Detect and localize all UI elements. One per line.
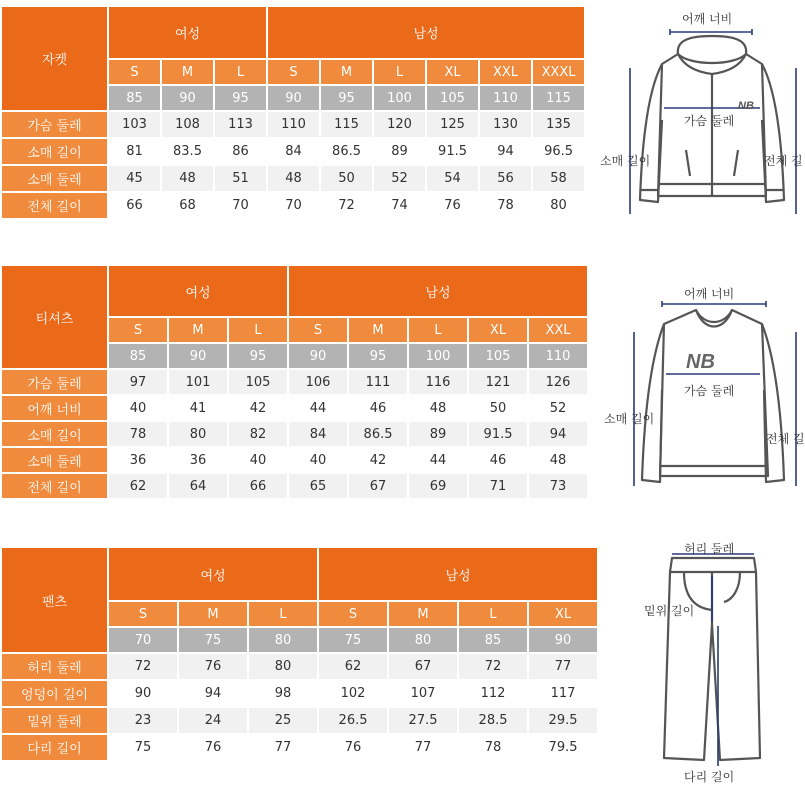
svg-text:NB: NB — [738, 100, 754, 112]
cell-value: 120 — [374, 112, 425, 137]
jacket-chest-label: 가슴 둘레 — [684, 114, 735, 128]
cell-value: 66 — [109, 193, 160, 218]
cell-value: 98 — [249, 681, 317, 706]
cell-value: 94 — [480, 139, 531, 164]
cell-value: 111 — [349, 370, 407, 394]
cell-value: 102 — [319, 681, 387, 706]
cell-value: 72 — [321, 193, 372, 218]
size-letter: M — [349, 318, 407, 342]
cell-value: 79.5 — [529, 735, 597, 760]
table-row — [2, 396, 587, 420]
cell-value: 103 — [109, 112, 160, 137]
size-letter: XXL — [529, 318, 587, 342]
cell-value: 54 — [427, 166, 478, 191]
cell-value: 96.5 — [533, 139, 584, 164]
row-label: 소매 길이 — [2, 139, 107, 164]
cell-value: 73 — [529, 474, 587, 498]
size-letter: S — [268, 60, 319, 84]
size-number: 80 — [389, 628, 457, 652]
row-label: 전체 길이 — [2, 474, 107, 498]
cell-value: 105 — [229, 370, 287, 394]
cell-value: 78 — [480, 193, 531, 218]
cell-value: 86.5 — [321, 139, 372, 164]
cell-value: 72 — [109, 654, 177, 679]
size-letter: M — [321, 60, 372, 84]
table-row — [2, 166, 584, 191]
cell-value: 91.5 — [469, 422, 527, 446]
cell-value: 91.5 — [427, 139, 478, 164]
size-number: 105 — [469, 344, 527, 368]
cell-value: 78 — [459, 735, 527, 760]
cell-value: 48 — [268, 166, 319, 191]
size-number: 115 — [533, 86, 584, 110]
cell-value: 80 — [169, 422, 227, 446]
row-label: 밑위 둘레 — [2, 708, 107, 733]
pants-size-table-block — [0, 546, 599, 762]
pants-illustration — [640, 538, 800, 800]
cell-value: 125 — [427, 112, 478, 137]
cell-value: 40 — [109, 396, 167, 420]
cell-value: 83.5 — [162, 139, 213, 164]
cell-value: 45 — [109, 166, 160, 191]
row-label: 어깨 너비 — [2, 396, 107, 420]
size-number: 110 — [480, 86, 531, 110]
cell-value: 126 — [529, 370, 587, 394]
jacket-shoulder-label: 어깨 너비 — [682, 12, 733, 26]
cell-value: 66 — [229, 474, 287, 498]
cell-value: 80 — [533, 193, 584, 218]
cell-value: 81 — [109, 139, 160, 164]
cell-value: 77 — [389, 735, 457, 760]
size-letter: S — [109, 60, 160, 84]
cell-value: 89 — [374, 139, 425, 164]
pants-leg-label: 다리 길이 — [684, 770, 735, 784]
cell-value: 48 — [409, 396, 467, 420]
size-number: 75 — [179, 628, 247, 652]
size-number: 90 — [289, 344, 347, 368]
cell-value: 121 — [469, 370, 527, 394]
cell-value: 42 — [349, 448, 407, 472]
size-number: 80 — [249, 628, 317, 652]
cell-value: 110 — [268, 112, 319, 137]
jacket-total-label: 전체 길 — [764, 154, 803, 168]
cell-value: 76 — [427, 193, 478, 218]
cell-value: 52 — [374, 166, 425, 191]
cell-value: 24 — [179, 708, 247, 733]
tshirt-category-label: 티셔츠 — [2, 266, 107, 368]
jacket-size-table — [0, 5, 586, 220]
cell-value: 56 — [480, 166, 531, 191]
size-letter: L — [215, 60, 266, 84]
cell-value: 84 — [289, 422, 347, 446]
size-letter: M — [389, 602, 457, 626]
tshirt-size-table-block — [0, 264, 589, 500]
size-number: 90 — [529, 628, 597, 652]
pants-waist-label: 허리 둘레 — [684, 542, 735, 556]
cell-value: 78 — [109, 422, 167, 446]
cell-value: 94 — [529, 422, 587, 446]
cell-value: 89 — [409, 422, 467, 446]
cell-value: 50 — [321, 166, 372, 191]
tshirt-sleeve-label: 소매 길이 — [604, 412, 655, 426]
cell-value: 76 — [319, 735, 387, 760]
cell-value: 28.5 — [459, 708, 527, 733]
pants-diagram — [640, 538, 800, 800]
jacket-women-header: 여성 — [109, 7, 266, 58]
size-letter: L — [409, 318, 467, 342]
cell-value: 77 — [249, 735, 317, 760]
size-number: 100 — [409, 344, 467, 368]
cell-value: 48 — [162, 166, 213, 191]
size-number: 90 — [169, 344, 227, 368]
size-number: 70 — [109, 628, 177, 652]
cell-value: 116 — [409, 370, 467, 394]
size-number: 95 — [349, 344, 407, 368]
cell-value: 23 — [109, 708, 177, 733]
cell-value: 67 — [389, 654, 457, 679]
cell-value: 44 — [289, 396, 347, 420]
cell-value: 82 — [229, 422, 287, 446]
cell-value: 42 — [229, 396, 287, 420]
cell-value: 80 — [249, 654, 317, 679]
size-letter: S — [109, 318, 167, 342]
size-letter: L — [229, 318, 287, 342]
jacket-diagram — [600, 0, 803, 222]
size-number: 75 — [319, 628, 387, 652]
cell-value: 52 — [529, 396, 587, 420]
tshirt-diagram — [600, 280, 805, 495]
size-letter: S — [319, 602, 387, 626]
size-letter: L — [249, 602, 317, 626]
cell-value: 84 — [268, 139, 319, 164]
pants-category-label: 팬츠 — [2, 548, 107, 652]
cell-value: 36 — [169, 448, 227, 472]
cell-value: 26.5 — [319, 708, 387, 733]
jacket-size-table-block — [0, 5, 586, 220]
table-row — [2, 112, 584, 137]
table-row — [2, 681, 597, 706]
jacket-illustration — [600, 0, 800, 222]
size-letter: XL — [529, 602, 597, 626]
jacket-sleeve-label: 소매 길이 — [600, 154, 651, 168]
cell-value: 117 — [529, 681, 597, 706]
cell-value: 70 — [215, 193, 266, 218]
size-letter: XXXL — [533, 60, 584, 84]
cell-value: 51 — [215, 166, 266, 191]
pants-men-header: 남성 — [319, 548, 597, 600]
cell-value: 29.5 — [529, 708, 597, 733]
cell-value: 50 — [469, 396, 527, 420]
cell-value: 86 — [215, 139, 266, 164]
pants-rise-label: 밑위 길이 — [644, 604, 695, 618]
size-number: 100 — [374, 86, 425, 110]
row-label: 소매 길이 — [2, 422, 107, 446]
cell-value: 112 — [459, 681, 527, 706]
tshirt-chest-label: 가슴 둘레 — [684, 384, 735, 398]
size-letter: M — [162, 60, 213, 84]
cell-value: 71 — [469, 474, 527, 498]
cell-value: 25 — [249, 708, 317, 733]
size-letter: S — [109, 602, 177, 626]
cell-value: 36 — [109, 448, 167, 472]
pants-size-table — [0, 546, 599, 762]
svg-text:NB: NB — [686, 351, 715, 373]
row-label: 엉덩이 길이 — [2, 681, 107, 706]
row-label: 다리 길이 — [2, 735, 107, 760]
size-number: 85 — [109, 86, 160, 110]
tshirt-total-label: 전체 길 — [766, 432, 805, 446]
table-row — [2, 422, 587, 446]
row-label: 가슴 둘레 — [2, 112, 107, 137]
cell-value: 107 — [389, 681, 457, 706]
row-label: 전체 길이 — [2, 193, 107, 218]
cell-value: 130 — [480, 112, 531, 137]
cell-value: 58 — [533, 166, 584, 191]
size-number: 90 — [162, 86, 213, 110]
size-number: 110 — [529, 344, 587, 368]
table-row — [2, 448, 587, 472]
jacket-category-label: 자켓 — [2, 7, 107, 110]
cell-value: 62 — [319, 654, 387, 679]
size-letter: L — [459, 602, 527, 626]
cell-value: 69 — [409, 474, 467, 498]
size-letter: XL — [427, 60, 478, 84]
size-number: 85 — [109, 344, 167, 368]
size-letter: L — [374, 60, 425, 84]
size-number: 95 — [321, 86, 372, 110]
cell-value: 94 — [179, 681, 247, 706]
size-number: 85 — [459, 628, 527, 652]
cell-value: 75 — [109, 735, 177, 760]
row-label: 허리 둘레 — [2, 654, 107, 679]
size-number: 105 — [427, 86, 478, 110]
jacket-men-header: 남성 — [268, 7, 584, 58]
cell-value: 76 — [179, 735, 247, 760]
size-number: 95 — [215, 86, 266, 110]
row-label: 가슴 둘레 — [2, 370, 107, 394]
size-number: 90 — [268, 86, 319, 110]
cell-value: 101 — [169, 370, 227, 394]
cell-value: 90 — [109, 681, 177, 706]
row-label: 소매 둘레 — [2, 448, 107, 472]
table-row — [2, 735, 597, 760]
cell-value: 46 — [349, 396, 407, 420]
table-row — [2, 654, 597, 679]
table-row — [2, 139, 584, 164]
cell-value: 65 — [289, 474, 347, 498]
tshirt-women-header: 여성 — [109, 266, 287, 316]
size-letter: M — [179, 602, 247, 626]
tshirt-men-header: 남성 — [289, 266, 587, 316]
size-letter: XL — [469, 318, 527, 342]
cell-value: 46 — [469, 448, 527, 472]
cell-value: 115 — [321, 112, 372, 137]
cell-value: 64 — [169, 474, 227, 498]
cell-value: 27.5 — [389, 708, 457, 733]
cell-value: 97 — [109, 370, 167, 394]
cell-value: 135 — [533, 112, 584, 137]
size-letter: S — [289, 318, 347, 342]
cell-value: 62 — [109, 474, 167, 498]
cell-value: 86.5 — [349, 422, 407, 446]
cell-value: 40 — [229, 448, 287, 472]
table-row — [2, 708, 597, 733]
cell-value: 70 — [268, 193, 319, 218]
cell-value: 48 — [529, 448, 587, 472]
cell-value: 76 — [179, 654, 247, 679]
cell-value: 74 — [374, 193, 425, 218]
size-letter: XXL — [480, 60, 531, 84]
size-number: 95 — [229, 344, 287, 368]
cell-value: 113 — [215, 112, 266, 137]
cell-value: 72 — [459, 654, 527, 679]
table-row — [2, 474, 587, 498]
table-row — [2, 370, 587, 394]
cell-value: 44 — [409, 448, 467, 472]
cell-value: 40 — [289, 448, 347, 472]
row-label: 소매 둘레 — [2, 166, 107, 191]
tshirt-shoulder-label: 어깨 너비 — [684, 287, 735, 301]
cell-value: 68 — [162, 193, 213, 218]
cell-value: 77 — [529, 654, 597, 679]
cell-value: 67 — [349, 474, 407, 498]
table-row — [2, 193, 584, 218]
size-letter: M — [169, 318, 227, 342]
cell-value: 108 — [162, 112, 213, 137]
cell-value: 41 — [169, 396, 227, 420]
pants-women-header: 여성 — [109, 548, 317, 600]
cell-value: 106 — [289, 370, 347, 394]
tshirt-size-table — [0, 264, 589, 500]
